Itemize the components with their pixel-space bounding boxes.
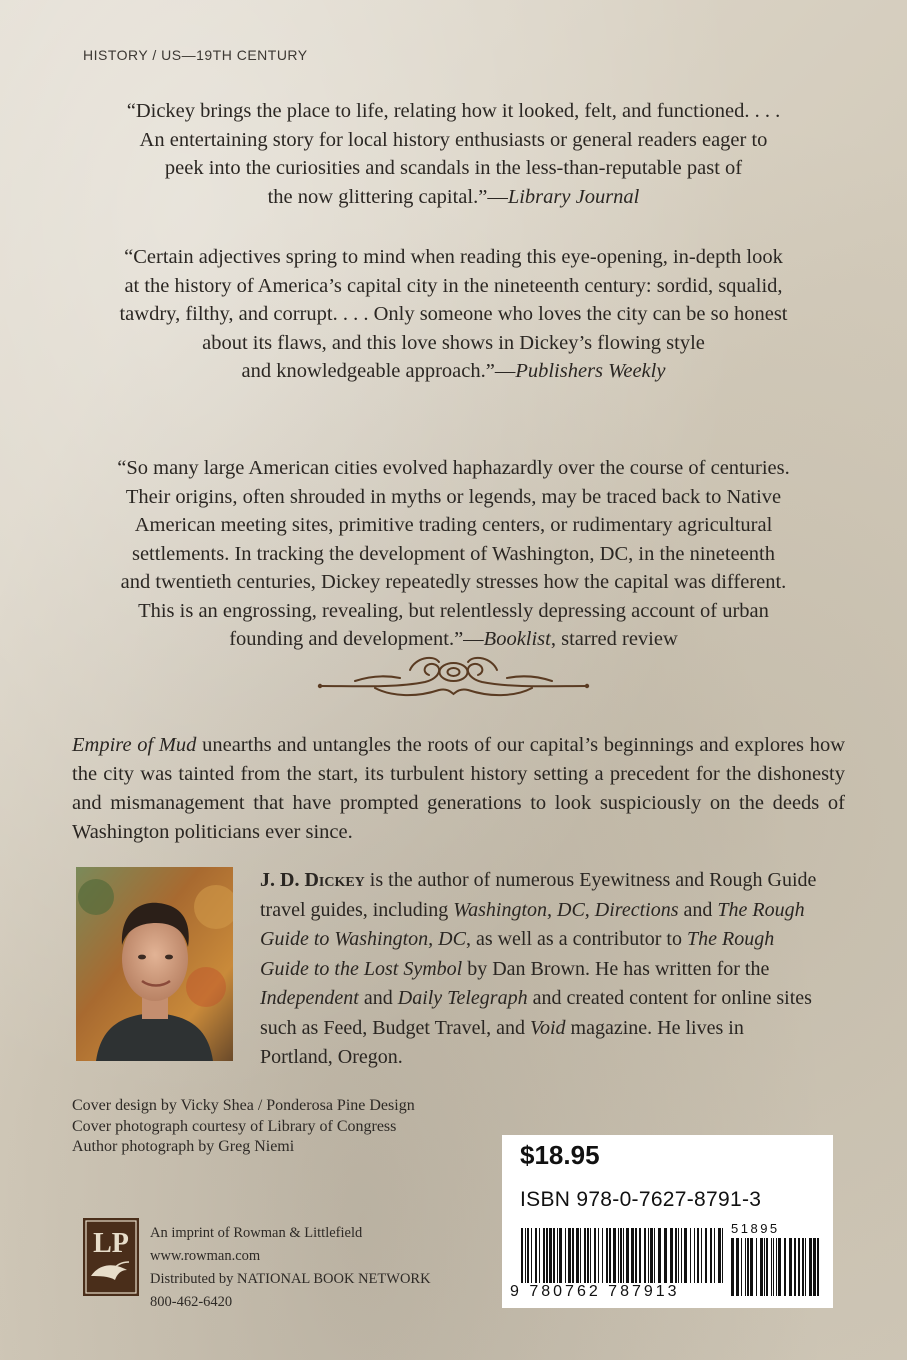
quote-line: “Certain adjectives spring to mind when reading this eye-opening, in-depth look [124,246,783,268]
barcode-bars-icon [521,1228,725,1288]
publisher-logo [83,1218,139,1296]
ean-number: 9 780762 787913 [508,1283,724,1301]
quote-source: Booklist [483,628,551,650]
isbn: ISBN 978-0-7627-8791-3 [520,1188,762,1211]
book-description: Empire of Mud unearths and untangles the roots of our capital’s beginnings and explores how the city was tainted from the start, its turbulent history setting a precedent for the dishonesty and mismanagement that have prompted generations to look suspiciously on the deeds of Washington politicians ever since. [72,734,845,843]
review-quote-publishers-weekly [60,243,847,386]
price-code: 51895 [731,1221,780,1236]
book-title: Empire of Mud [72,734,197,756]
author-bio: J. D. Dickey is the author of numerous Eyewitness and Rough Guide travel guides, including Washington, DC, Directions and The Rough Guide to Washington, DC, as well as a contributor to The Rough Guide to the Lost Symbol by Dan Brown. He has written for the Independent and Daily Telegraph and created content for online sites such as Feed, Budget Travel, and Void magazine. He lives in Portland, Oregon. [260,869,817,1068]
review-quote-booklist [60,454,847,654]
publisher-line: Distributed by NATIONAL BOOK NETWORK [150,1271,431,1287]
quote-line: Their origins, often shrouded in myths or legends, may be traced back to Native [125,485,782,508]
quote-line: about its flaws, and this love shows in Dickey’s flowing style [202,331,705,354]
publisher-info [150,1222,490,1314]
quote-line: peek into the curiosities and scandals in the less-than-reputable past of [164,157,743,179]
quote-line: founding and development.”—Booklist, starred review [229,628,678,650]
review-quote-library-journal [60,97,847,211]
publisher-line: An imprint of Rowman & Littlefield [150,1225,363,1241]
price: $18.95 [520,1140,600,1170]
flourish-ornament-icon [315,648,592,700]
quote-line: and knowledgeable approach.”—Publishers Weekly [241,360,666,382]
barcode-addon-bars-icon [731,1238,823,1296]
quote-line: settlements. In tracking the development of Washington, DC, in the nineteenth [131,542,775,565]
author-name: J. D. Dickey [260,869,365,891]
credit-line: Author photograph by Greg Niemi [72,1138,295,1155]
quote-line: An entertaining story for local history enthusiasts or general readers eager to [139,128,768,151]
quote-source: Library Journal [507,185,640,208]
quote-line: and twentieth centuries, Dickey repeatedly stresses how the capital was different. [120,571,787,593]
quote-line: the now glittering capital.”—Library Journal [267,185,640,208]
quote-line: American meeting sites, primitive trading centers, or rudimentary agricultural [134,514,773,536]
quote-line: “So many large American cities evolved haphazardly over the course of centuries. [117,457,790,479]
quote-line: This is an engrossing, revealing, but relentlessly depressing account of urban [138,599,769,622]
credit-line: Cover design by Vicky Shea / Ponderosa Pine Design [72,1097,415,1114]
publisher-url[interactable]: www.rowman.com [150,1248,261,1264]
author-photo [76,867,233,1061]
quote-line: tawdry, filthy, and corrupt. . . . Only someone who loves the city can be so honest [119,303,788,325]
quote-line: at the history of America’s capital city in the nineteenth century: sordid, squalid, [124,274,783,297]
category-label: HISTORY / US—19TH CENTURY [83,47,308,63]
cover-credits [72,1096,492,1158]
publisher-logo-text: LP [93,1228,129,1259]
quote-source: Publishers Weekly [515,360,666,382]
quote-line: “Dickey brings the place to life, relating how it looked, felt, and functioned. . . . [126,100,781,122]
publisher-phone: 800-462-6420 [150,1294,233,1310]
credit-line: Cover photograph courtesy of Library of Congress [72,1117,397,1135]
